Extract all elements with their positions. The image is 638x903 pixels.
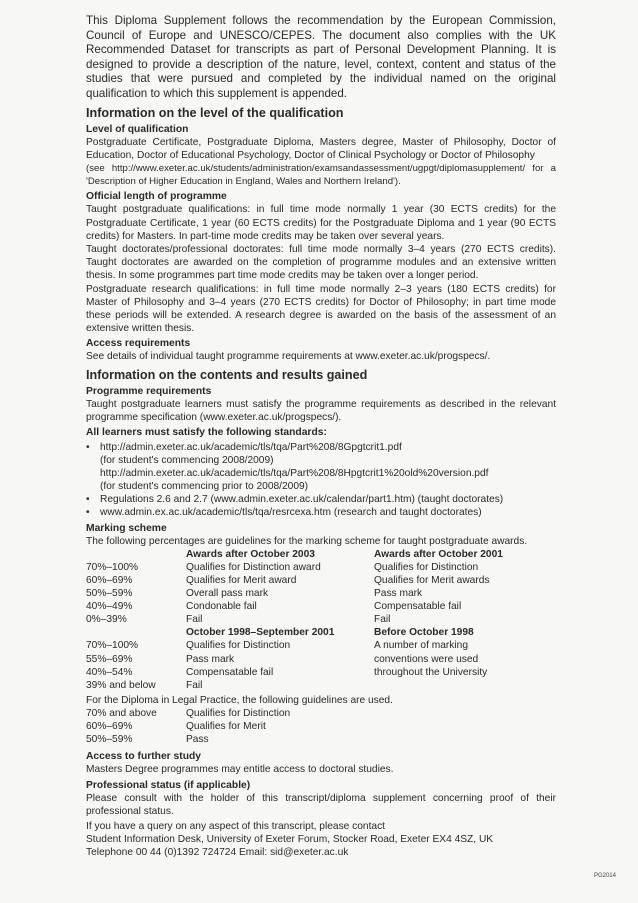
list-item (86, 441, 556, 493)
length-research: Postgraduate research qualifications: in full time mode normally 2–3 years (180 ECTS credits) for Master of Philosophy and 3–4 years (270 ECTS credits) for Doctor of Philosophy; in part time mode these periods will be extended. A research degree is awarded on the basis of the assessment of an extensive written thesis. (86, 283, 556, 335)
table-cell: 70%–100% (86, 561, 139, 573)
table-cell: 0%–39% (86, 614, 127, 626)
professional-status-text: Please consult with the holder of this transcript/diploma supplement concerning proof of their professional status. (86, 792, 556, 817)
professional-status-heading: Professional status (if applicable) (86, 779, 251, 791)
further-study-heading: Access to further study (86, 751, 202, 763)
official-length-heading: Official length of programme (86, 191, 227, 203)
table-cell: Qualifies for Distinction (186, 708, 291, 720)
table-cell: 39% and below (86, 679, 156, 691)
table-cell: Pass mark (374, 588, 423, 600)
access-requirements-text: See details of individual taught programme requirements at www.exeter.ac.uk/progspecs/. (86, 351, 491, 363)
table-cell: 40%–49% (86, 601, 133, 613)
table-cell: Compensatable fail (186, 666, 274, 678)
table2-col3-header: Before October 1998 (374, 627, 474, 639)
marking-table-2 (86, 626, 556, 691)
table-cell (374, 679, 556, 692)
table1-col2-header: Awards after October 2003 (186, 548, 315, 560)
contents-section-heading: Information on the contents and results gained (86, 367, 368, 382)
table-cell: 40%–54% (86, 666, 133, 678)
diploma-supplement-page (86, 14, 556, 860)
standards-note: (for student's commencing 2008/2009) (100, 455, 274, 467)
table-cell: throughout the University (374, 666, 488, 678)
table-cell: Compensatable fail (374, 601, 462, 613)
page-code: PG2014 (593, 873, 616, 879)
table-cell: Fail (374, 614, 391, 626)
table-cell: 60%–69% (86, 574, 133, 586)
contact-line-3: Telephone 00 44 (0)1392 724724 Email: sid@exeter.ac.uk (86, 847, 349, 859)
table-cell: Pass mark (186, 653, 235, 665)
table-cell: Qualifies for Merit award (186, 574, 297, 586)
table-cell: 55%–69% (86, 653, 133, 665)
intro-paragraph: This Diploma Supplement follows the recommendation by the European Commission, Council of Europe and UNESCO/CEPES. The document also complies with the UK Recommended Dataset for transcripts as part of Personal Development Planning. It is designed to provide a description of the nature, level, context, content and status of the studies that were pursued and completed by the individual named on the original qualification to which this supplement is appended. (86, 14, 556, 100)
table-cell: 50%–59% (86, 734, 133, 746)
table1-col3-header: Awards after October 2001 (374, 548, 503, 560)
marking-scheme-heading: Marking scheme (86, 522, 167, 534)
marking-scheme-intro: The following percentages are guidelines for the marking scheme for taught postgraduate awards. (86, 535, 528, 547)
standards-link[interactable]: http://admin.exeter.ac.uk/academic/tls/tqa/Part%208/8Hpgtcrit1%20old%20version.pdf (100, 468, 489, 480)
table-cell: Qualifies for Distinction (374, 561, 479, 573)
contact-line-2: Student Information Desk, University of Exeter Forum, Stocker Road, Exeter EX4 4SZ, UK (86, 834, 494, 846)
contact-line-1: If you have a query on any aspect of this transcript, please contact (86, 820, 386, 832)
list-item (86, 506, 556, 519)
table-cell: Pass (186, 734, 209, 746)
table2-col2-header: October 1998–September 2001 (186, 627, 335, 639)
table-cell: Qualifies for Merit (186, 721, 266, 733)
table-cell: 70%–100% (86, 640, 139, 652)
standards-note: (for student's commencing prior to 2008/2009) (100, 481, 309, 493)
level-of-qualification-text: Postgraduate Certificate, Postgraduate Diploma, Masters degree, Master of Philosophy, Doctor of Education, Doctor of Educational Psychology, Doctor of Clinical Psychology or Doctor of Philosophy (86, 136, 556, 161)
level-of-qualification-note: (see http://www.exeter.ac.uk/students/administration/examsandassessment/ugpgt/diplomasupplement/ for a 'Description of Higher Education in England, Wales and Northern Ireland'). (86, 162, 556, 188)
programme-requirements-text: Taught postgraduate learners must satisfy the programme requirements as described in the relevant programme specification (www.exeter.ac.uk/progspecs/). (86, 398, 556, 423)
bullet-icon: • (86, 507, 90, 519)
legal-practice-table (86, 707, 556, 746)
bullet-icon: • (86, 442, 90, 454)
further-study-text: Masters Degree programmes may entitle access to doctoral studies. (86, 764, 394, 776)
table-cell: 70% and above (86, 708, 157, 720)
regulations-text: Regulations 2.6 and 2.7 (www.admin.exeter.ac.uk/calendar/part1.htm) (taught doctorates) (100, 494, 504, 506)
standards-list (86, 441, 556, 520)
list-item (86, 493, 556, 506)
marking-table-1 (86, 548, 556, 627)
standards-link[interactable]: http://admin.exeter.ac.uk/academic/tls/tqa/Part%208/8Gpgtcrit1.pdf (100, 442, 402, 454)
length-taught-doctorates: Taught doctorates/professional doctorates: full time mode normally 3–4 years (270 ECTS credits). Taught doctorates are awarded on the completion of programme modules and an extensive written thesis. In some programmes part time mode credits may be taken over a longer period. (86, 243, 556, 282)
table-cell: 60%–69% (86, 721, 133, 733)
legal-practice-intro: For the Diploma in Legal Practice, the following guidelines are used. (86, 694, 393, 706)
table-cell: Qualifies for Distinction award (186, 561, 321, 573)
table-cell: Condonable fail (186, 601, 257, 613)
table-cell: Qualifies for Merit awards (374, 574, 490, 586)
research-link[interactable]: www.admin.ex.ac.uk/academic/tls/tqa/resrcexa.htm (research and taught doctorates) (100, 507, 482, 519)
access-requirements-heading: Access requirements (86, 338, 191, 350)
table-cell: Qualifies for Distinction (186, 640, 291, 652)
length-taught-postgraduate: Taught postgraduate qualifications: in full time mode normally 1 year (30 ECTS credits) for the Postgraduate Certificate, 1 year (60 ECTS credits) for the Postgraduate Diploma and 1 year (90 ECTS credits) for Masters. In part-time mode credits may be taken over several years. (86, 204, 556, 242)
level-section-heading: Information on the level of the qualification (86, 105, 344, 120)
level-of-qualification-heading: Level of qualification (86, 123, 189, 135)
table-cell: Overall pass mark (186, 588, 269, 600)
bullet-icon: • (86, 494, 90, 506)
table-cell: A number of marking (374, 640, 468, 652)
programme-requirements-heading: Programme requirements (86, 385, 212, 397)
table-cell: conventions were used (374, 653, 479, 665)
table-cell: Fail (186, 614, 203, 626)
standards-heading: All learners must satisfy the following standards: (86, 427, 327, 439)
table-cell: Fail (186, 679, 203, 691)
table-cell: 50%–59% (86, 588, 133, 600)
